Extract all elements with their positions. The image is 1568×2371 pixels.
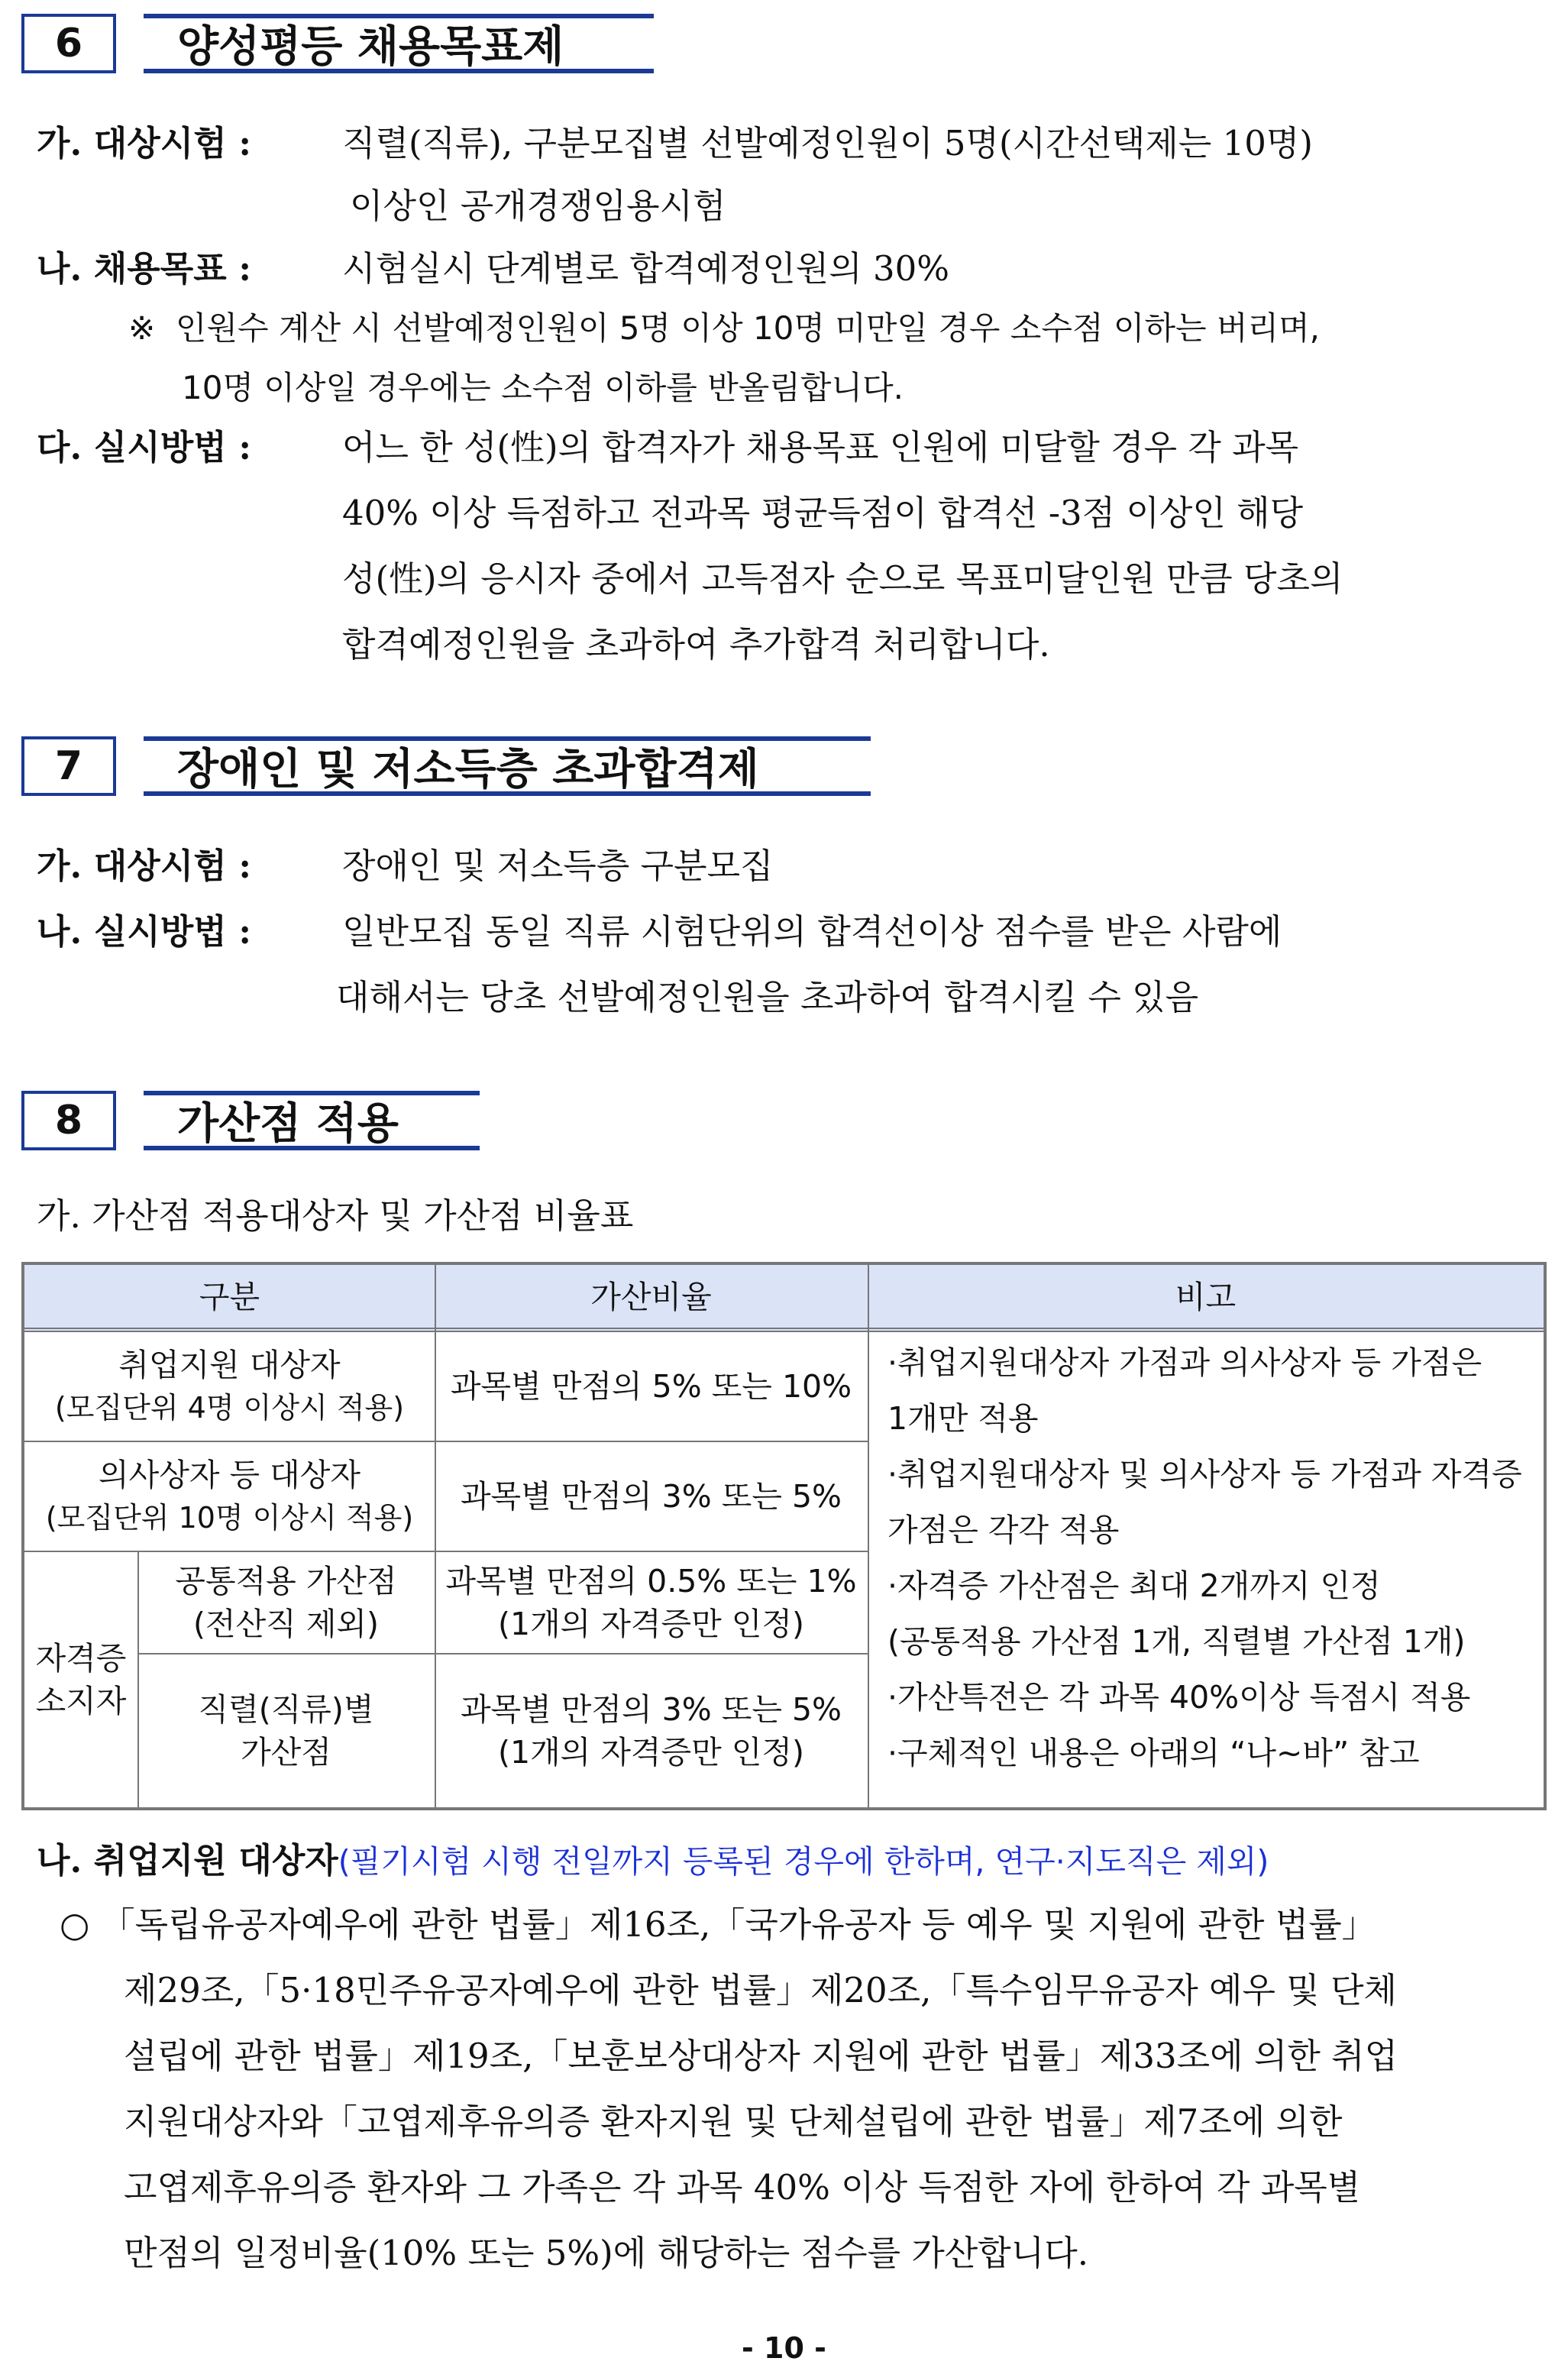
rate-common-bonus: 과목별 만점의 0.5% 또는 1% (1개의 자격증만 인정) (445, 1563, 857, 1642)
remark-line: 가점은 각각 적용 (887, 1512, 1120, 1548)
remark-line: 1개만 적용 (887, 1400, 1039, 1437)
s6-note-line1: ※ 인원수 계산 시 선발예정인원이 5명 이상 10명 미만일 경우 소수점 이하는 버리며, (128, 309, 1321, 347)
section-number-6: 6 (21, 14, 116, 73)
header-remarks: 비고 (1175, 1279, 1237, 1315)
remark-line: (공통적용 가산점 1개, 직렬별 가산점 1개) (887, 1623, 1466, 1660)
s6-method-line1: 다. 실시방법 : 어느 한 성(性)의 합격자가 채용목표 인원에 미달할 경우 각 과목 (37, 427, 1299, 467)
s7-target: 가. 대상시험 : 장애인 및 저소득층 구분모집 (37, 846, 774, 886)
section-title-8: 가산점 적용 (144, 1091, 480, 1150)
table-row-common-bonus: 공통적용 가산점 (전산직 제외) (175, 1563, 397, 1642)
s8-law-line2: 제29조,「5·18민주유공자예우에 관한 법률」제20조,「특수임무유공자 예우 및 단체 (124, 1970, 1398, 2010)
rate-series-bonus: 과목별 만점의 3% 또는 5% (1개의 자격증만 인정) (460, 1691, 842, 1771)
s8-law-line6: 만점의 일정비율(10% 또는 5%)에 해당하는 점수를 가산합니다. (124, 2233, 1088, 2273)
rate-employment-support: 과목별 만점의 5% 또는 10% (450, 1368, 852, 1405)
bonus-points-table (21, 1262, 1547, 1810)
remark-line: ·가산특전은 각 과목 40%이상 득점시 적용 (887, 1679, 1471, 1716)
header-rate: 가산비율 (590, 1279, 712, 1315)
header-category: 구분 (199, 1279, 260, 1315)
cert-holder-group: 자격증 소지자 (35, 1640, 127, 1719)
table-row-series-bonus: 직렬(직류)별 가산점 (198, 1691, 374, 1771)
s6-note-line2: 10명 이상일 경우에는 소수점 이하를 반올림합니다. (182, 369, 904, 406)
s6-goal: 나. 채용목표 : 시험실시 단계별로 합격예정인원의 30% (37, 248, 949, 289)
table-row-employment-support: 취업지원 대상자 (모집단위 4명 이상시 적용) (54, 1347, 405, 1425)
s6-target-line2: 이상인 공개경쟁임용시험 (350, 186, 726, 226)
s8-law-line5: 고엽제후유의증 환자와 그 가족은 각 과목 40% 이상 득점한 자에 한하여 각 과목별 (124, 2167, 1361, 2208)
section-number-7: 7 (21, 736, 116, 796)
remark-line: ·취업지원대상자 및 의사상자 등 가점과 자격증 (887, 1456, 1522, 1493)
s8-law-line1: ○ 「독립유공자예우에 관한 법률」제16조,「국가유공자 등 예우 및 지원에 관한 법률」 (60, 1904, 1376, 1945)
remark-line: ·구체적인 내용은 아래의 “나~바” 참고 (887, 1735, 1420, 1771)
remark-line: ·취업지원대상자 가점과 의사상자 등 가점은 (887, 1344, 1482, 1381)
remark-line: ·자격증 가산점은 최대 2개까지 인정 (887, 1567, 1381, 1604)
section-number-8: 8 (21, 1091, 116, 1150)
s7-method-line1: 나. 실시방법 : 일반모집 동일 직류 시험단위의 합격선이상 점수를 받은 사람에 (37, 911, 1282, 952)
rate-casualties: 과목별 만점의 3% 또는 5% (460, 1478, 842, 1515)
table-row-casualties: 의사상자 등 대상자 (모집단위 10명 이상시 적용) (45, 1457, 414, 1535)
s7-method-line2: 대해서는 당초 선발예정인원을 초과하여 합격시킬 수 있음 (336, 977, 1199, 1017)
table-divider (868, 1265, 869, 1807)
section-title-6: 양성평등 채용목표제 (144, 14, 654, 73)
s6-method-line3: 성(性)의 응시자 중에서 고득점자 순으로 목표미달인원 만큼 당초의 (342, 558, 1343, 599)
s8-law-line4: 지원대상자와「고엽제후유의증 환자지원 및 단체설립에 관한 법률」제7조에 의한 (124, 2101, 1343, 2142)
section-title-7: 장애인 및 저소득층 초과합격제 (144, 736, 871, 796)
page-number: - 10 - (742, 2331, 826, 2365)
s8-employment-heading: 나. 취업지원 대상자(필기시험 시행 전일까지 등록된 경우에 한하며, 연구·지도직은 제외) (37, 1840, 1269, 1881)
s8-table-heading: 가. 가산점 적용대상자 및 가산점 비율표 (37, 1195, 634, 1236)
s8-law-line3: 설립에 관한 법률」제19조,「보훈보상대상자 지원에 관한 법률」제33조에 의한 취업 (124, 2036, 1398, 2076)
s6-method-line2: 40% 이상 득점하고 전과목 평균득점이 합격선 -3점 이상인 해당 (342, 493, 1304, 533)
s6-method-line4: 합격예정인원을 초과하여 추가합격 처리합니다. (342, 624, 1050, 665)
s6-target-line1: 가. 대상시험 : 직렬(직류), 구분모집별 선발예정인원이 5명(시간선택제는 10명) (37, 123, 1313, 163)
